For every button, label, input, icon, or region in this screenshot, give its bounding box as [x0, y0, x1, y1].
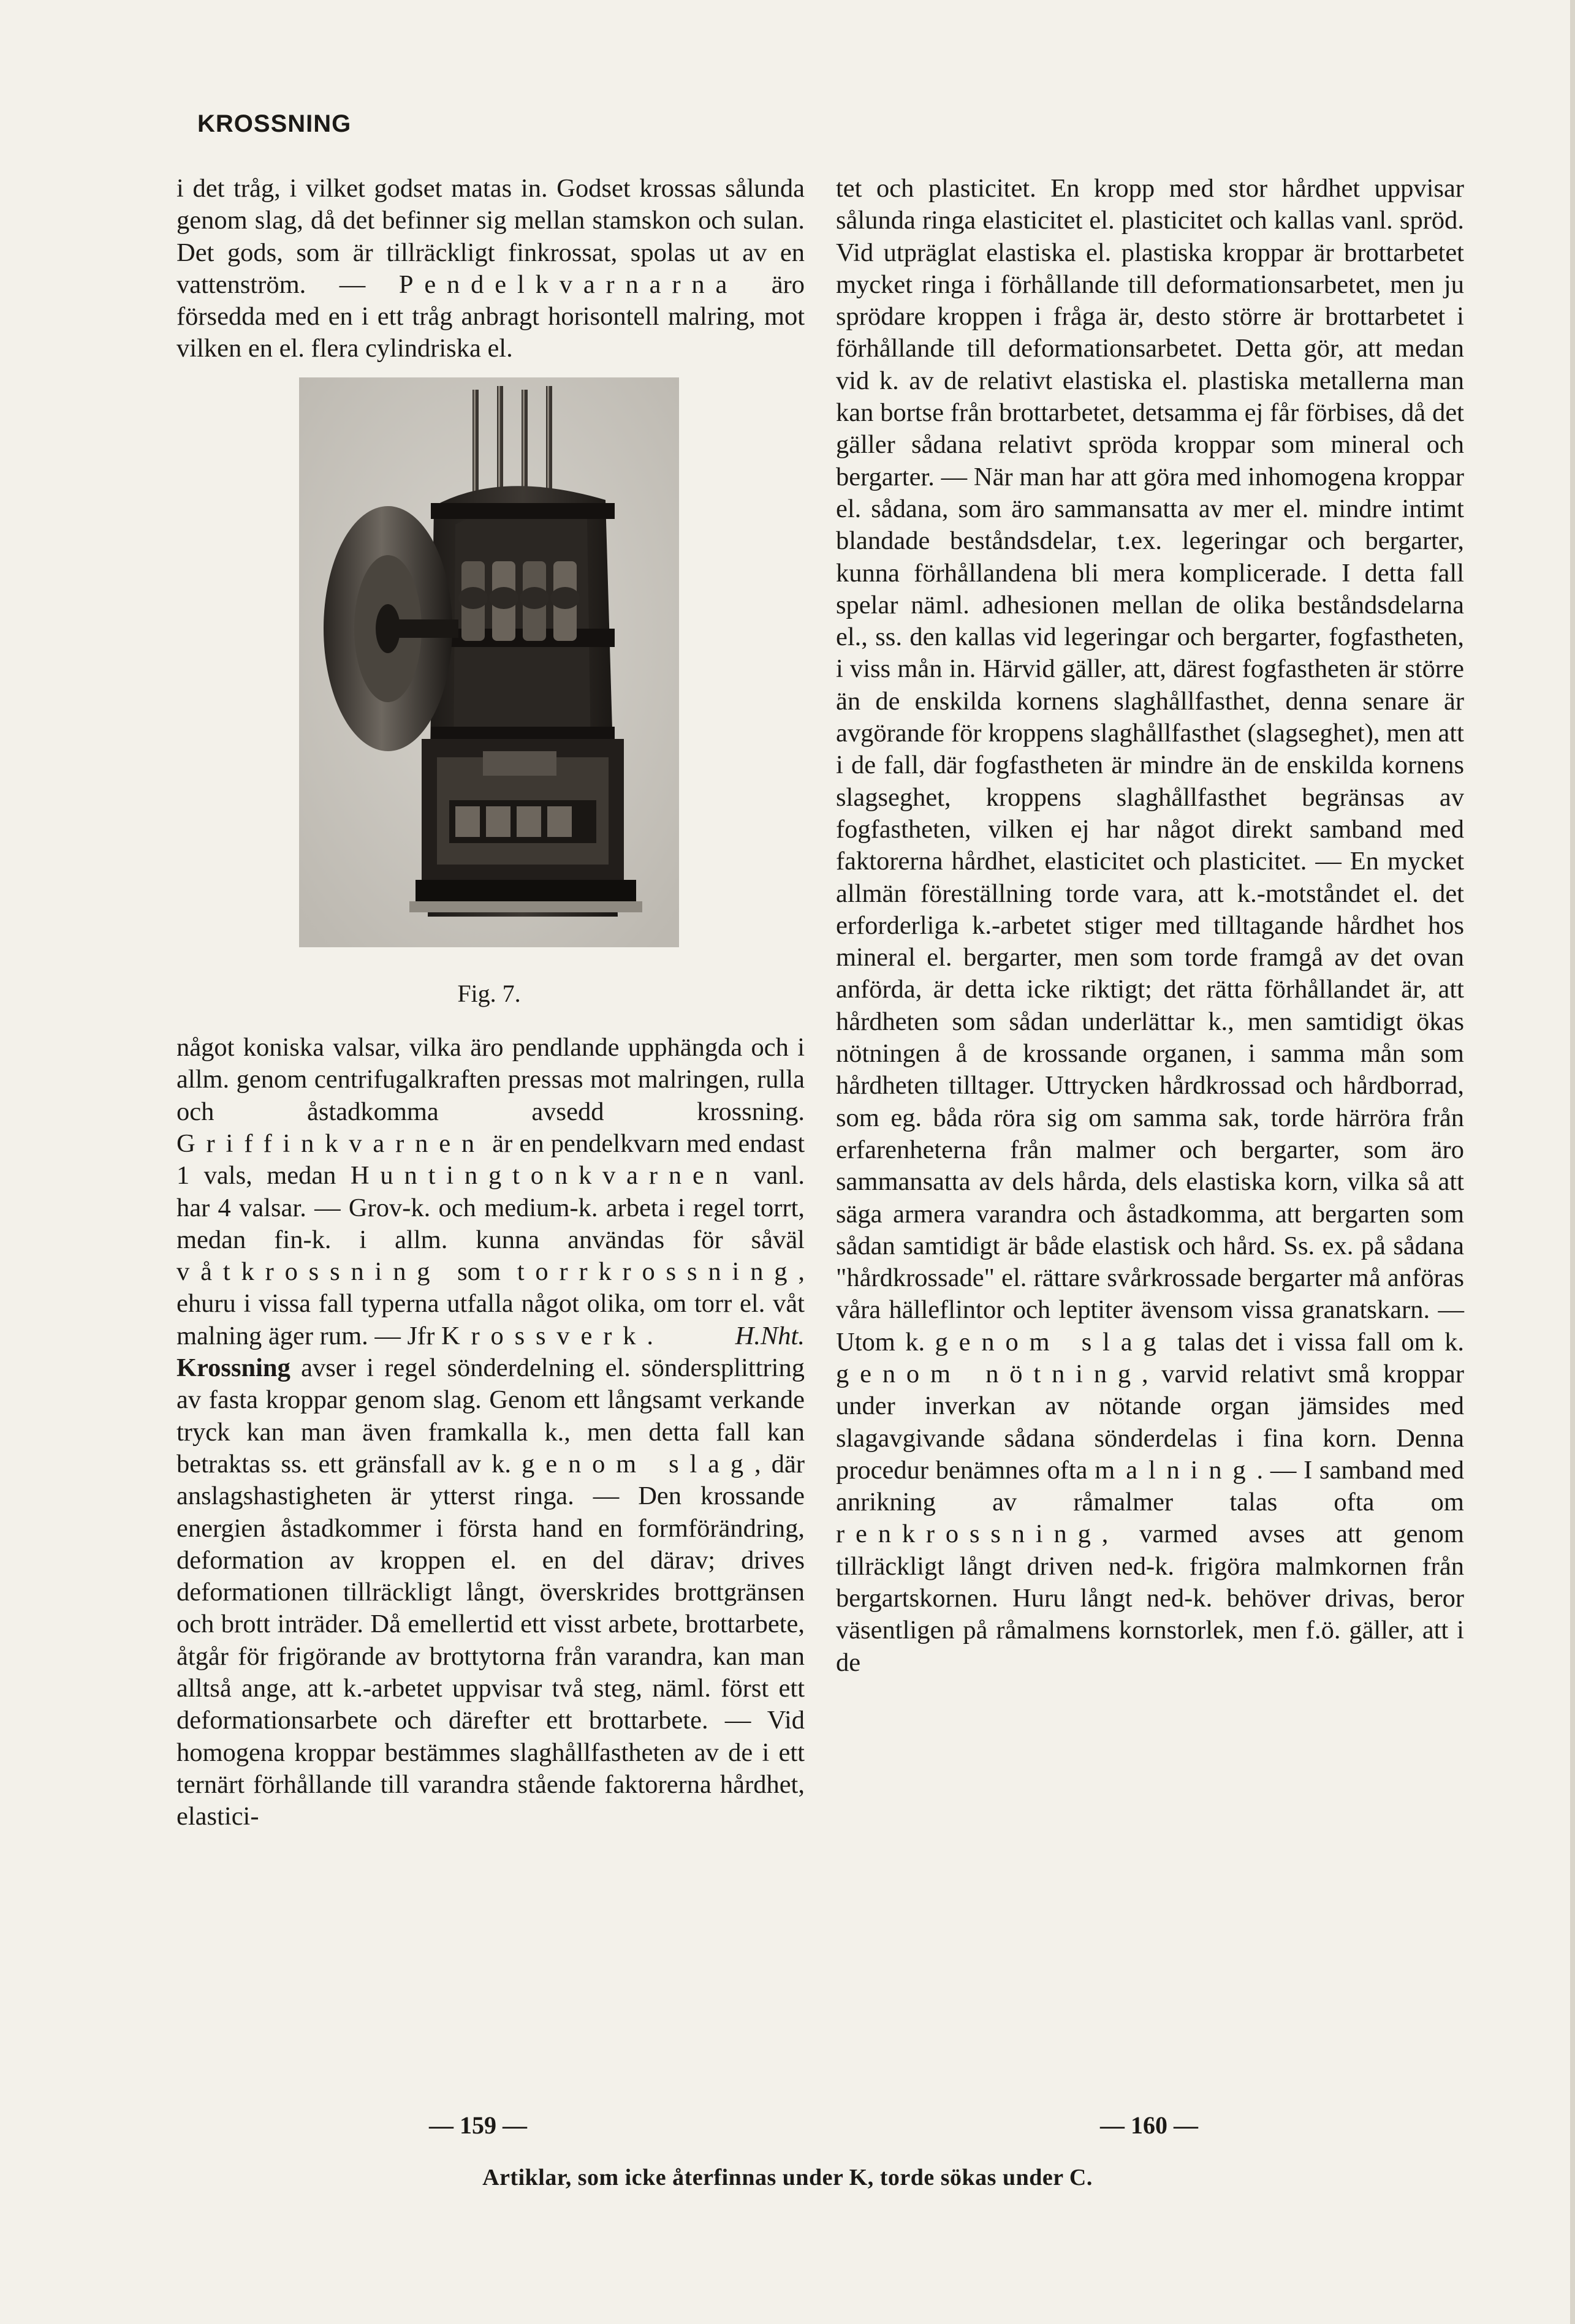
entry-headword: Krossning: [176, 1353, 290, 1383]
body-text: , ehuru i vissa fall typerna utfalla något olika, om torr el. våt malning äger rum. — Jfr: [176, 1257, 805, 1350]
term-genom-slag: genom slag: [935, 1327, 1167, 1357]
left-column: [176, 173, 805, 1833]
author-signature: H.Nht.: [735, 1321, 805, 1350]
body-text: är en pendelkvarn med endast 1 vals, medan: [176, 1129, 805, 1190]
crossref-krossverk: Krossverk.: [441, 1321, 664, 1350]
page-edge: [1570, 0, 1575, 2324]
body-text: . — I samband med anrikning av råmalmer talas ofta om: [836, 1455, 1465, 1517]
paragraph: [176, 1352, 805, 1833]
figure-7: [299, 377, 679, 1010]
page-number-left: — 159 —: [429, 2111, 527, 2139]
body-text: avser i regel sönderdelning el. söndersplittring av fasta kroppar genom slag. Genom ett långsamt verkande tryck kan man även framkalla k., men detta fall kan betraktas ss. ett gränsfall av k.: [176, 1353, 805, 1478]
paragraph: [836, 173, 1464, 1679]
term-vatkrossning: våtkrossning: [176, 1257, 441, 1287]
term-torrkrossning: torrkrossning: [517, 1257, 799, 1287]
term-pendelkvarnarna: Pendelkvarnarna: [398, 270, 738, 299]
machine-photo: [299, 377, 679, 947]
body-text: vanl. har 4 valsar. — Grov-k. och medium-k. arbeta i regel torrt, medan fin-k. i allm. kunna användas för såväl: [176, 1161, 805, 1254]
body-text: tet och plasticitet. En kropp med stor hårdhet uppvisar sålunda ringa elasticitet el. plasticitet och kallas vanl. spröd. Vid utpräglat elastiska el. plastiska kroppar är brottarbetet mycket ringa i förhållande till deformationsarbetet, men ju sprödare kroppen i fråga är, desto större är brottarbetet i förhållande till deformationsarbetet. Detta gör, att medan vid k. av de relativt elastiska el. plastiska metallerna man kan bortse från brottarbetet, detsamma ej får förbises, då det gäller sådana relativt spröda kroppar som mineral och bergarter. — När man har att göra med inhomogena kroppar el. sådana, som äro sammansatta av mer el. mindre intimt blandade beståndsdelar, t.ex. legeringar och bergarter, kunna förhållandena bli mera komplicerade. I detta fall spelar näml. adhesionen mellan de olika beståndsdelarna el., ss. den kallas vid legeringar och bergarter, fogfastheten, i viss mån in. Härvid gäller, att, därest fogfastheten är större än de enskilda kornens slaghållfasthet, denna senare är avgörande för kroppens slaghållfasthet (slagseghet), men att i de fall, där fogfastheten är mindre än de enskilda kornens slagseghet, kroppens slaghållfasthet begränsas av fogfastheten, vilken ej har något direkt samband med faktorerna hårdhet, elasticitet och plasticitet. — En mycket allmän föreställning torde vara, att k.-motståndet el. det erforderliga k.-arbetet stiger med tilltagande hårdhet hos mineral el. bergarter, men som torde framgå av det ovan anförda, är detta icke riktigt; det rätta förhållandet är, att hårdheten som sådan underlättar k., men samtidigt ökas nötningen å de krossande organen, i samma mån som hårdheten tilltager. Uttrycken hårdkrossad och hårdborrad, som eg. båda röra sig om samma sak, torde härröra från erfarenheterna från malmer och bergarter, som äro sammansatta av dels hårda, dels elastiska korn, vilka så att säga armera varandra och åstadkomma, att bergarten som sådan samtidigt är både elastisk och hård. Ss. ex. på sådana "hårdkrossade" el. rättare svårkrossade bergarter må anföras våra hälleflintor och leptiter ävensom vissa granatskarn. — Utom k.: [836, 174, 1464, 1357]
paragraph: [176, 1032, 805, 1352]
body-text: , varmed avses att genom tillräckligt långt driven ned-k. frigöra malmkornen från bergartskornen. Huru långt ned-k. behöver drivas, beror väsentligen på råmalmens kornstorlek, men f.ö. gäller, att i de: [836, 1520, 1464, 1677]
term-griffinkvarnen: Griffinkvarnen: [176, 1129, 486, 1158]
figure-caption: Fig. 7.: [457, 979, 521, 1007]
body-text: äro försedda med en i ett tråg anbragt horisontell malring, mot vilken en el. flera cylindriska el.: [176, 270, 805, 363]
body-text: som: [457, 1257, 501, 1287]
term-renkrossning: renkrossning: [836, 1520, 1102, 1549]
term-huntingtonkvarnen: Huntingtonkvarnen: [350, 1161, 739, 1190]
page-number-right: — 160 —: [1100, 2111, 1198, 2139]
term-malning: malning: [1095, 1455, 1257, 1485]
body-text: i det tråg, i vilket godset matas in. Godset krossas sålunda genom slag, då det befinner sig mellan stamskon och sulan. Det gods, som är tillräckligt finkrossat, spolas ut av en vattenström. —: [176, 174, 805, 299]
footer-note: Artiklar, som icke återfinnas under K, torde sökas under C.: [482, 2165, 1093, 2190]
body-text: talas det i vissa fall om k.: [1177, 1327, 1465, 1357]
term-genom-slag: genom slag: [522, 1449, 754, 1478]
body-text: , varvid relativt små kroppar under inverkan av nötande organ jämsides med slagavgivande sådana sönderdelas i fina korn. Denna procedur benämnes ofta: [836, 1359, 1464, 1485]
term-genom-notning: genom nötning: [836, 1359, 1142, 1388]
body-text: något koniska valsar, vilka äro pendlande upphängda och i allm. genom centrifugalkraften pressas mot malringen, rulla och åstadkomma avsedd krossning.: [176, 1033, 805, 1126]
running-header: KROSSNING: [197, 110, 352, 137]
right-column: [836, 173, 1464, 1679]
paragraph: [176, 173, 805, 365]
body-text: , där anslagshastigheten är ytterst ringa. — Den krossande energien åstadkommer i första hand en formförändring, deformation av kroppen el. en del därav; drives deformationen tillräckligt långt, överskrides brottgränsen och brott inträder. Då emellertid ett visst arbete, brottarbete, åtgår för frigörande av brottytorna från varandra, kan man alltså ange, att k.-arbetet uppvisar två steg, näml. först ett deformationsarbete och därefter ett brottarbete. — Vid homogena kroppar bestämmes slaghållfastheten av de i ett ternärt förhållande till varandra stående faktorerna hårdhet, elastici-: [176, 1449, 805, 1831]
